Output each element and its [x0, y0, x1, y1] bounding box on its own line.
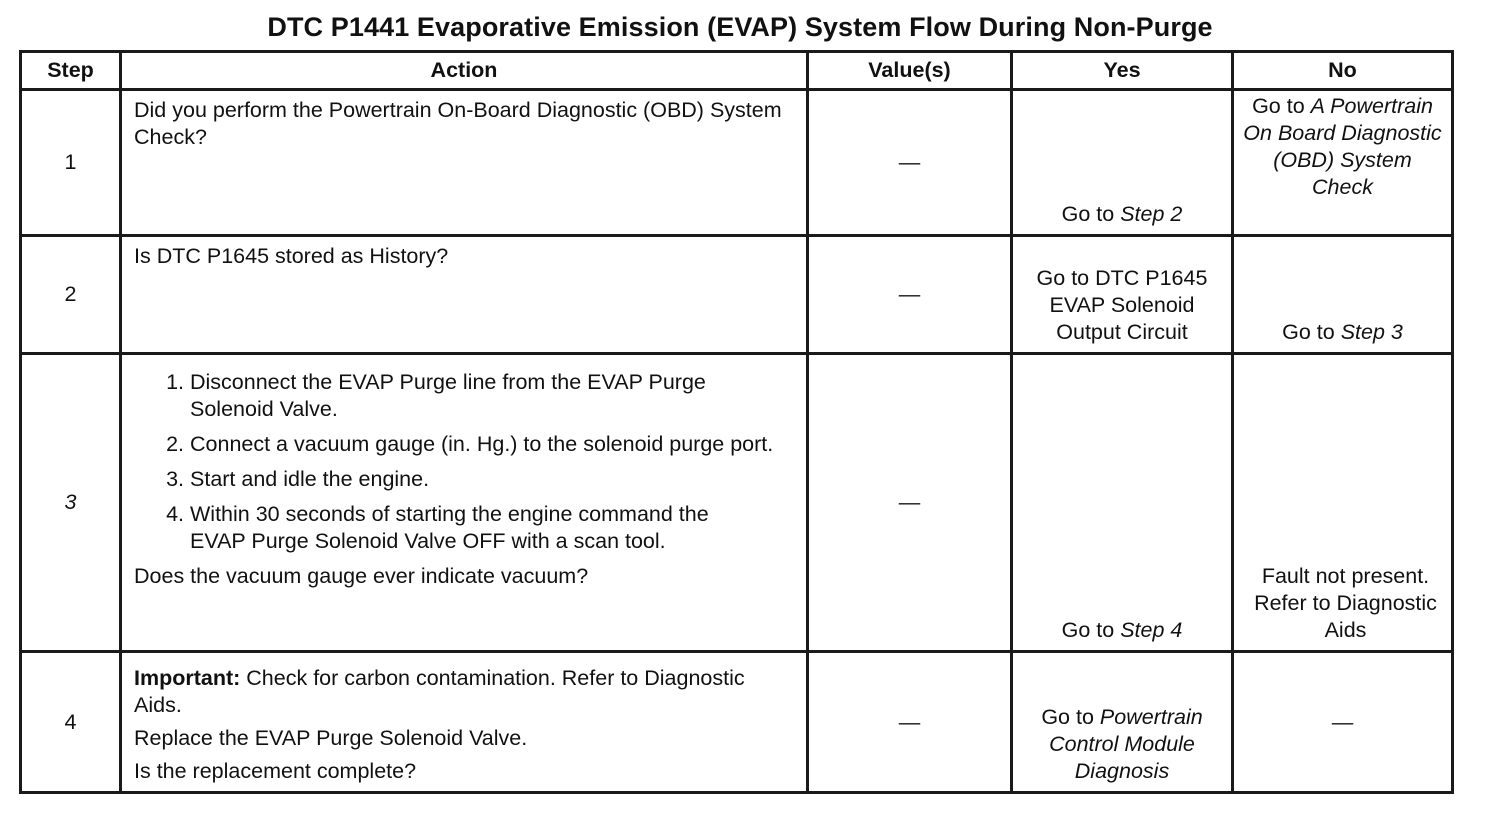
- value-cell: —: [808, 354, 1012, 652]
- step-number: 4: [21, 652, 121, 793]
- no-prefix: Go to: [1252, 94, 1305, 118]
- substep: 2. Connect a vacuum gauge (in. Hg.) to the solenoid purge port.: [190, 431, 794, 458]
- table-row: [21, 90, 1453, 236]
- header-step: Step: [21, 52, 121, 90]
- yes-prefix: Go to: [1061, 618, 1115, 642]
- yes-prefix: Go to: [1041, 705, 1094, 729]
- header-no: No: [1233, 52, 1453, 90]
- header-yes: Yes: [1012, 52, 1233, 90]
- no-cell: [1233, 90, 1453, 236]
- question-text: Does the vacuum gauge ever indicate vacuum?: [134, 564, 589, 588]
- no-reference: Step 3: [1340, 320, 1403, 344]
- yes-reference: Step 2: [1120, 202, 1183, 226]
- table-row: [21, 652, 1453, 793]
- table-row: [21, 354, 1453, 652]
- header-values: Value(s): [808, 52, 1012, 90]
- step-number: 2: [21, 236, 121, 354]
- substep: 4. Within 30 seconds of starting the engine command the EVAP Purge Solenoid Valve OFF with a scan tool.: [190, 501, 794, 555]
- substep-list: [134, 369, 794, 555]
- action-cell: [121, 354, 808, 652]
- yes-cell: [1012, 90, 1233, 236]
- important-text: Check for carbon contamination. Refer to Diagnostic Aids.: [134, 666, 745, 717]
- diagnostic-table: [19, 50, 1454, 794]
- step-number: 1: [21, 90, 121, 236]
- yes-cell: [1012, 652, 1233, 793]
- important-label: Important:: [134, 666, 241, 690]
- yes-prefix: Go to: [1061, 202, 1115, 226]
- important-note: [134, 665, 794, 719]
- no-cell: —: [1233, 652, 1453, 793]
- action-text: Is DTC P1645 stored as History?: [121, 236, 808, 354]
- yes-cell: [1012, 354, 1233, 652]
- value-cell: —: [808, 90, 1012, 236]
- action-text: Did you perform the Powertrain On-Board Diagnostic (OBD) System Check?: [121, 90, 808, 236]
- step-number: 3: [21, 354, 121, 652]
- instruction-text: Replace the EVAP Purge Solenoid Valve.: [134, 726, 528, 750]
- yes-reference: Step 4: [1120, 618, 1183, 642]
- header-action: Action: [121, 52, 808, 90]
- question-text: Is the replacement complete?: [134, 759, 417, 783]
- substep: 3. Start and idle the engine.: [190, 466, 794, 493]
- substep: 1. Disconnect the EVAP Purge line from the EVAP Purge Solenoid Valve.: [190, 369, 794, 423]
- no-prefix: Go to: [1282, 320, 1335, 344]
- value-cell: —: [808, 236, 1012, 354]
- no-reference: A Powertrain On Board Diagnostic (OBD) System Check: [1243, 94, 1442, 199]
- page-title: DTC P1441 Evaporative Emission (EVAP) System Flow During Non-Purge: [267, 12, 1213, 42]
- header-row: [21, 52, 1453, 90]
- yes-reference: Powertrain Control Module Diagnosis: [1049, 705, 1203, 783]
- no-cell: [1233, 236, 1453, 354]
- yes-cell: Go to DTC P1645 EVAP Solenoid Output Circuit: [1012, 236, 1233, 354]
- no-cell: Fault not present. Refer to Diagnostic Aids: [1233, 354, 1453, 652]
- table-row: [21, 236, 1453, 354]
- action-cell: [121, 652, 808, 793]
- value-cell: —: [808, 652, 1012, 793]
